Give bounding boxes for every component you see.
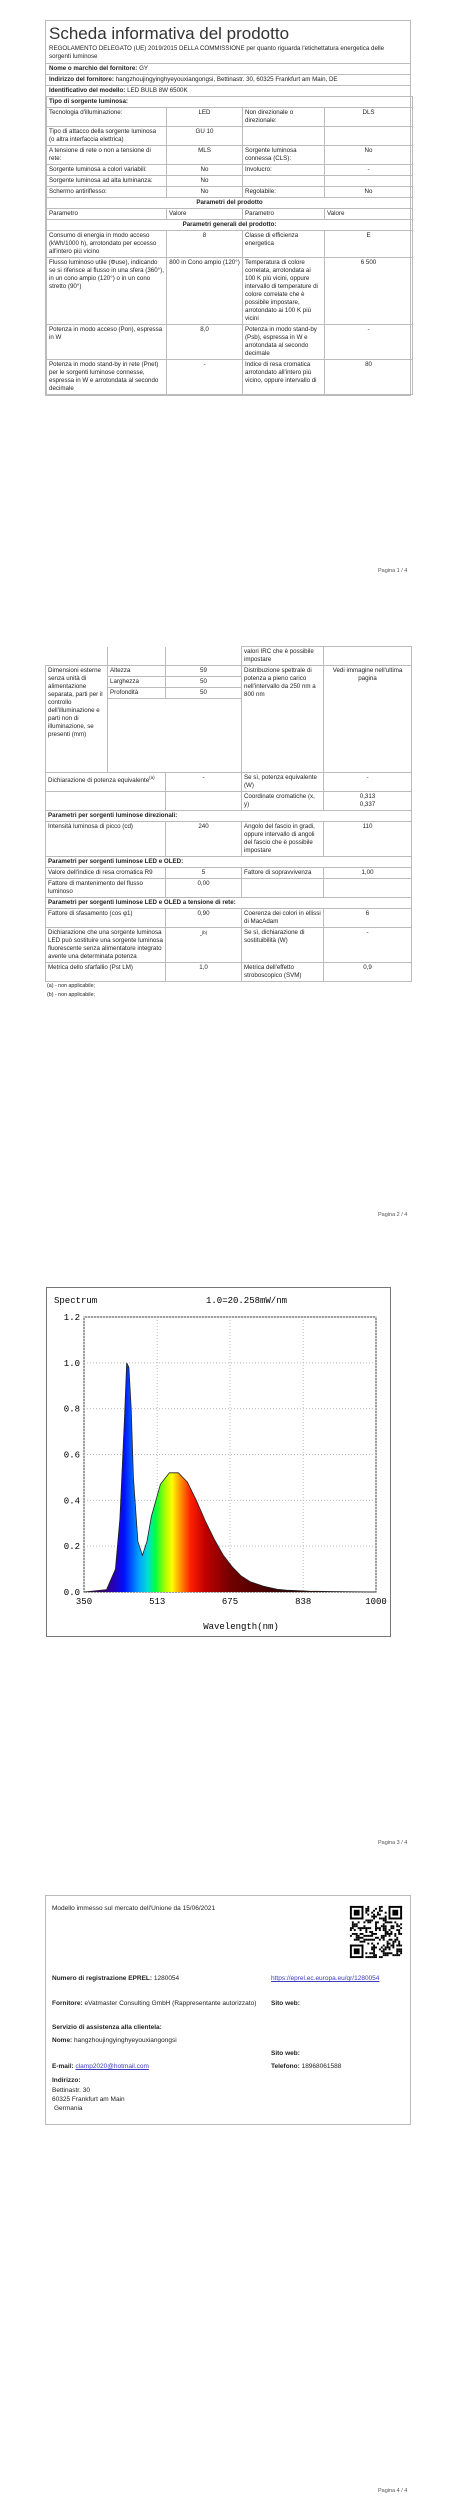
- power-decl-text: Dichiarazione di potenza equivalente: [48, 777, 150, 785]
- chart-annotation: 1.0=20.258mW/nm: [206, 1296, 288, 1306]
- model-row: [46, 86, 410, 96]
- address-label-text: Indirizzo:: [52, 2077, 81, 2084]
- chroma-y: 0,337: [359, 801, 376, 808]
- y-tick-label: 1.2: [63, 1313, 80, 1323]
- phone-value: 18968061588: [301, 2063, 342, 2070]
- spectrum-svg: [46, 1287, 391, 1637]
- row-label: [243, 176, 325, 187]
- row-value: [325, 176, 413, 187]
- email-label: E-mail:: [52, 2063, 74, 2070]
- row-value: E: [325, 231, 413, 258]
- email-row: [52, 2062, 149, 2071]
- page2-table: [45, 646, 412, 982]
- phone-row: [271, 2062, 341, 2071]
- supplier-name-row: [46, 64, 410, 75]
- product-params-header: Parametri del prodotto: [47, 198, 413, 209]
- dir-section: Parametri per sorgenti luminose direzionali:: [46, 811, 412, 822]
- row-value: -: [325, 325, 413, 360]
- row-value: GU 10: [167, 127, 243, 146]
- watts-value: -: [324, 773, 412, 792]
- eprel-row: [52, 1974, 179, 1983]
- row-value: [324, 879, 412, 898]
- supplier-label: Fornitore:: [52, 2000, 83, 2007]
- y-tick-label: 0.8: [63, 1404, 80, 1415]
- row-label: Consumo di energia in modo acceso (kWh/1000 h), arrotondato per eccesso all'intero più vicino: [47, 231, 167, 258]
- spectral-label: Distribuzione spettrale di potenza a pieno carico nell'intervallo da 250 nm a 800 nm: [242, 666, 324, 773]
- row-value: 6: [324, 909, 412, 928]
- row-label: Intensità luminosa di picco (cd): [46, 822, 166, 857]
- row-label: Fattore di mantenimento del flusso luminoso: [46, 879, 166, 898]
- page-number-1: Pagina 1 / 4: [378, 568, 408, 574]
- market-date: Modello immesso sul mercato dell'Unione da 15/06/2021: [52, 1905, 216, 1912]
- dim-value: 50: [166, 677, 242, 688]
- row-label: Sorgente luminosa connessa (CLS):: [243, 146, 325, 165]
- row-value: 1,0: [166, 963, 242, 982]
- row-label: Fattore di sopravvivenza: [242, 868, 324, 879]
- dim-value: 50: [166, 688, 242, 699]
- footnote-a: (a) - non applicabile;: [47, 983, 95, 989]
- row-label: Metrica dello sfarfallio (Pst LM): [46, 963, 166, 982]
- row-value-cell: [166, 928, 242, 963]
- x-tick-label: 1000: [365, 1597, 387, 1607]
- row-label: Potenza in modo stand-by (Psb), espressa in W e arrotondata al secondo decimale: [243, 325, 325, 360]
- chart-title: Spectrum: [54, 1296, 98, 1306]
- chroma-values: [324, 792, 412, 811]
- eprel-value: 1280054: [153, 1975, 180, 1982]
- row-label: Non direzionale o direzionale:: [243, 108, 325, 127]
- row-value: No: [167, 176, 243, 187]
- service-title-text: Servizio di assistenza alla clientela:: [52, 2024, 162, 2031]
- y-tick-label: 0.4: [63, 1496, 80, 1507]
- dim-label: Larghezza: [108, 677, 166, 688]
- col-value: Valore: [325, 209, 413, 220]
- x-axis-label: Wavelength(nm): [203, 1622, 279, 1632]
- row-value: 0,9: [324, 963, 412, 982]
- row-label: Dichiarazione che una sorgente luminosa LED può sostituire una sorgente luminosa fluorescente senza alimentatore integrato avente una determinata potenza: [46, 928, 166, 963]
- watts-label: Se sì, potenza equivalente (W): [242, 773, 324, 792]
- row-value: -: [167, 360, 243, 395]
- dim-label: Profondità: [108, 688, 166, 699]
- eprel-label: Numero di registrazione EPREL:: [52, 1975, 153, 1982]
- address-line-3: Germania: [54, 2105, 83, 2112]
- y-tick-label: 1.0: [63, 1358, 80, 1369]
- row-value: 80: [325, 360, 413, 395]
- supplier-address-label: Indirizzo del fornitore:: [49, 76, 114, 83]
- source-type-section: Tipo di sorgente luminosa:: [47, 97, 413, 108]
- col-param: Parametro: [47, 209, 167, 220]
- col-value: Valore: [167, 209, 243, 220]
- row-value: No: [325, 146, 413, 165]
- footnote-b: (b) - non applicabile;: [47, 992, 95, 998]
- row-value: 110: [324, 822, 412, 857]
- model-label: Identificativo del modello:: [49, 87, 126, 94]
- page-number-4: Pagina 4 / 4: [378, 2488, 408, 2494]
- power-decl-value: -: [166, 773, 242, 792]
- row-value: 240: [166, 822, 242, 857]
- supplier-name-value: GY: [139, 65, 149, 72]
- row-label: Angolo del fascio in gradi, oppure intervallo di angoli del fascio che è possibile impostare: [242, 822, 324, 857]
- row-label: Sorgente luminosa a colori variabili:: [47, 165, 167, 176]
- row-value: 1,00: [324, 868, 412, 879]
- supplier-row: [52, 1999, 257, 2008]
- row-label: Indice di resa cromatica arrotondato all'intero più vicino, oppure intervallo di: [243, 360, 325, 395]
- regulation-text: REGOLAMENTO DELEGATO (UE) 2019/2015 DELLA COMMISSIONE per quanto riguarda l'etichettatura energetica delle sorgenti luminose: [46, 45, 410, 64]
- page-number-3: Pagina 3 / 4: [378, 1840, 408, 1846]
- dim-label: Altezza: [108, 666, 166, 677]
- power-decl-label: [46, 773, 166, 792]
- row-label: [242, 879, 324, 898]
- row-value: No: [167, 187, 243, 198]
- row-label: Sorgente luminosa ad alta luminanza:: [47, 176, 167, 187]
- y-tick-label: 0.2: [63, 1542, 80, 1553]
- y-tick-label: 0.0: [63, 1588, 80, 1598]
- row-value: No: [167, 165, 243, 176]
- service-title: [52, 2023, 162, 2032]
- row-value: 0,00: [166, 879, 242, 898]
- website-label: [271, 1999, 300, 2008]
- service-website-label-text: Sito web:: [271, 2050, 300, 2057]
- row-label: Tecnologia d'illuminazione:: [47, 108, 167, 127]
- row-label: A tensione di rete o non a tensione di rete:: [47, 146, 167, 165]
- service-name-label: Nome:: [52, 2037, 73, 2044]
- row-label: Classe di efficienza energetica: [243, 231, 325, 258]
- row-value: 5: [166, 868, 242, 879]
- mains-section: Parametri per sorgenti luminose LED e OLED a tensione di rete:: [46, 898, 412, 909]
- spectrum-chart: [46, 1287, 391, 1637]
- row-label: Involucro:: [243, 165, 325, 176]
- x-tick-label: 675: [221, 1597, 239, 1607]
- row-value: 0,90: [166, 909, 242, 928]
- row-label: Fattore di sfasamento (cos φ1): [46, 909, 166, 928]
- chroma-x: 0,313: [359, 793, 376, 800]
- service-website-label: [271, 2049, 300, 2058]
- address-label: [52, 2076, 81, 2085]
- row-label: Potenza in modo acceso (Pon), espressa in W: [47, 325, 167, 360]
- dimensions-label: Dimensioni esterne senza unità di alimentazione separata, parti per il controllo dell'illuminazione e parti non di illuminazione, se presenti (mm): [46, 666, 108, 773]
- row-value-sup: (b): [201, 930, 208, 935]
- page-number-2: Pagina 2 / 4: [378, 1212, 408, 1218]
- row-value: 8: [167, 231, 243, 258]
- row-value: -: [325, 165, 413, 176]
- source-type-table: [46, 96, 413, 395]
- row-value: LED: [167, 108, 243, 127]
- row-value: -: [324, 928, 412, 963]
- row-value: 6 500: [325, 258, 413, 325]
- spectral-value: Vedi immagine nell'ultima pagina: [324, 666, 412, 773]
- row-label: Coerenza dei colori in ellissi di MacAdam: [242, 909, 324, 928]
- row-label: Se sì, dichiarazione di sostituibilità (W): [242, 928, 324, 963]
- row-label: Schermo antiriflesso:: [47, 187, 167, 198]
- x-tick-label: 513: [149, 1597, 166, 1607]
- row-value: 8,0: [167, 325, 243, 360]
- eprel-link[interactable]: https://eprel.ec.europa.eu/qr/1280054: [271, 1975, 380, 1982]
- page-4: [45, 1895, 411, 2125]
- x-tick-label: 838: [295, 1597, 312, 1607]
- row-label: Metrica dell'effetto stroboscopico (SVM): [242, 963, 324, 982]
- supplier-name-label: Nome o marchio del fornitore:: [49, 65, 138, 72]
- model-value: LED BULB 8W 6500K: [127, 87, 188, 94]
- page-2: [45, 646, 411, 1000]
- power-decl-sup: (a): [149, 775, 155, 780]
- dim-value: 59: [166, 666, 242, 677]
- general-params-header: Parametri generali del prodotto:: [47, 220, 413, 231]
- row-value: No: [325, 187, 413, 198]
- row-label: Temperatura di colore correlata, arrotondata ai 100 K più vicini, oppure intervallo di temperature di colore correlate che è possibile impostare, arrotondato ai 100 K più vicini: [243, 258, 325, 325]
- phone-label: Telefono:: [271, 2063, 300, 2070]
- service-name-row: [52, 2036, 177, 2045]
- supplier-address-row: [46, 75, 410, 86]
- row-value: 800 in Cono ampio (120°): [167, 258, 243, 325]
- y-tick-label: 0.6: [63, 1450, 80, 1461]
- page-title: Scheda informativa del prodotto: [49, 24, 290, 43]
- row-label: Regolabile:: [243, 187, 325, 198]
- supplier-address-value: hangzhoujingyinghyeyouxiangongsi, Bettinastr. 30, 60325 Frankfurt am Main, DE: [115, 76, 338, 83]
- page-1: [45, 20, 411, 396]
- website-label-text: Sito web:: [271, 2000, 300, 2007]
- address-line-1: Bettinastr. 30: [52, 2087, 90, 2094]
- row-value: [325, 127, 413, 146]
- row-value: DLS: [325, 108, 413, 127]
- row-label: Potenza in modo stand-by in rete (Pnet) per le sorgenti luminose connesse, espressa in W e arrotondata al secondo decimale: [47, 360, 167, 395]
- qr-code-icon: [348, 1904, 404, 1960]
- led-section: Parametri per sorgenti luminose LED e OLED:: [46, 857, 412, 868]
- row-value: MLS: [167, 146, 243, 165]
- email-link[interactable]: clamp2020@hotmail.com: [75, 2063, 149, 2070]
- address-line-2: 60325 Frankfurt am Main: [52, 2096, 125, 2103]
- row-label: Flusso luminoso utile (Φuse), indicando se si riferisce al flusso in una sfera (360°), in un cono ampio (120°) o in un cono stretto (90°): [47, 258, 167, 325]
- col-param: Parametro: [243, 209, 325, 220]
- chroma-label: Coordinate cromatiche (x, y): [242, 792, 324, 811]
- supplier-value: eVatmaster Consulting GmbH (Rappresentante autorizzato): [84, 2000, 257, 2007]
- x-tick-label: 350: [75, 1597, 93, 1607]
- row-label: Tipo di attacco della sorgente luminosa (o altra interfaccia elettrica): [47, 127, 167, 146]
- row-label: [243, 127, 325, 146]
- service-name-value: hangzhoujingyinghyeyouxiangongsi: [74, 2037, 177, 2044]
- row-value: -: [199, 932, 202, 940]
- row-label: Valore dell'indice di resa cromatica R9: [46, 868, 166, 879]
- cri-continued: valori IRC che è possibile impostare: [242, 647, 324, 666]
